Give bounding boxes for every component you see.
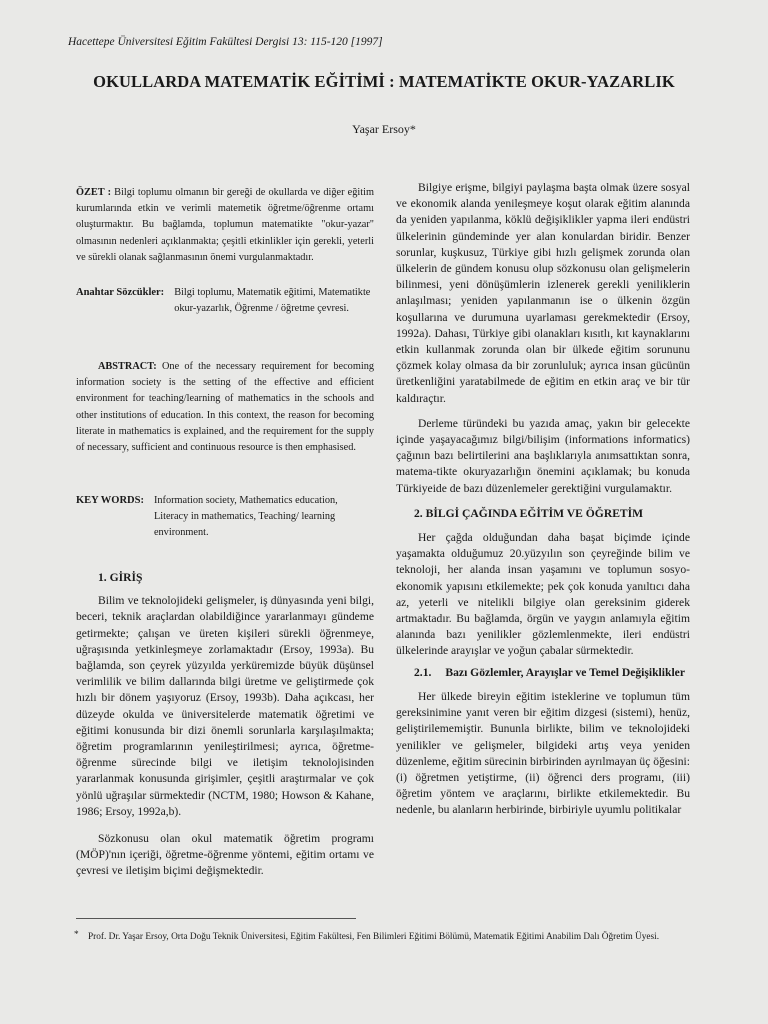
footnote-marker: * (74, 930, 79, 940)
ozet-block (76, 185, 374, 266)
section1-heading: 1. GİRİŞ (98, 571, 143, 584)
footnote-text: Prof. Dr. Yaşar Ersoy, Orta Doğu Teknik Üniversitesi, Eğitim Fakültesi, Fen Bilimleri Eğitimi Bölümü, Matematik Eğitimi Anabilim Dalı Öğretim Üyesi. (88, 932, 660, 942)
subsection-paragraph: Her ülkede bireyin eğitim isteklerine ve toplumun tüm gereksinimine yanıt veren bir eğitim dizgesi (sistemi), henüz, geliştirilememiştir. Bununla birlikte, bilim ve teknolojideki yenilikler ve gelişmeler, bilgideki artış veya yeniden düzenleme, eğitim sürecinin birbirinden ayrılmayan üç öğesini: (i) öğretmen yetiştirme, (ii) öğrenci ders programı, (iii) öğretim yöntem ve araçlarını, birlikte etkilemektedir. Bu nedenle, bu alanların herbirinde, birbiriyle uyumlu politikalar (396, 689, 690, 817)
abstract-block (76, 359, 374, 456)
ozet-text: Bilgi toplumu olmanın bir gereği de okullarda ve diğer eğitim kurumlarında etkin ve verimli matemetik öğretme/öğrenme ortamı oluşturmaktır. Bu bağlamda, toplumun matematikte "okur-yazar" olmasının nedenleri açıklanmakta; çeşitli etkinlikler için gerekli, yeterli ve sürekli olanak sağlanmasının önemi vurgulanmaktadır. (76, 187, 374, 263)
abstract-label: ABSTRACT: (98, 361, 157, 372)
ozet-label: ÖZET : (76, 187, 111, 198)
article-title: OKULLARDA MATEMATİK EĞİTİMİ : MATEMATİKTE OKUR-YAZARLIK (93, 72, 675, 91)
footnote (74, 930, 698, 944)
keywords-block (76, 493, 374, 542)
subsection-number: 2.1. (414, 665, 432, 679)
journal-header: Hacettepe Üniversitesi Eğitim Fakültesi Dergisi 13: 115-120 [1997] (68, 36, 383, 48)
right-paragraph-2: Derleme türündeki bu yazıda amaç, yakın bir gelecekte içinde yaşayacağımız bilgi/bilişim (informations informatics) çağının bazı belirtilerini ana başlıklarıyla anımsattıktan sonra, matema-tikte okuryazarlığın önemini açıklamak; bu konuda Türkiyeide de bazı düzenlemeler gerektiğini vurgulamaktır. (396, 416, 690, 495)
section2-heading: 2. BİLGİ ÇAĞINDA EĞİTİM VE ÖĞRETİM (414, 506, 644, 520)
right-paragraph-1: Bilgiye erişme, bilgiyi paylaşma başta olmak üzere sosyal ve ekonomik alanda yenileşmeye koşut olarak eğitim alanında da yeniden yapılanma, köklü değişiklikler yapma ileri endüstri ülkelerinin gündeminde yer alan konulardan biridir. Benzer sorunlar, kuşkusuz, Türkiye gibi hızlı gelişmek zorunda olan ülkelerin de gündem konusu olup sözkonusu olan gelişmelerin bilinmesi, yeni dönüşümlerin izlenerek gerekli yeniliklerin anlaşılması; yeniden yapılanmanın ise o ülkenin özgün koşullarına ve durumuna uyarlaması gerekmektedir (Ersoy, 1992a). Dahası, Türkiye gibi olanakları kısıtlı, kıt kaynaklarını etkin kullanmak zorunda olan bir ülkede eğitim sorununu çözmek kolay olmasa da bir zorunluluk; ayrıca insan gücünün üretkenliğini yaratabilmede de eğitim en etkin araç ve bir tür kaldıraçtır. (396, 181, 690, 405)
footnote-rule (76, 918, 356, 919)
anahtar-block (76, 285, 374, 317)
section1-paragraph-1: Bilim ve teknolojideki gelişmeler, iş dünyasında yeni bilgi, beceri, teknik araçlardan olabildiğince yararlanmayı gündeme getirmekte; çalışan ve üreten kişileri sürekli öğrenmeye, uğraşısında yetkinleşmeye zorlamaktadır (Ersoy, 1993a). Bu bağlamda, son çeyrek yüzyılda yerküremizde büyük düşünsel verimlilik ve bilim dallarında bilgi üretme ve geliştirmede çok hızlı bir dönem yaşıyoruz (Ersoy, 1993b). Daha açıkcası, her düzeyde okulda ve üniversitelerde matematik öğretimi ve eğitimi konusunda bir dizi önemli sorunlarla karşılaşılmakta; öğretim programlarının yenileştirilmesi; ayrıca, öğretme-öğrenme sürecinde bilgi ve iletişim teknolojisinden yararlanmak konusunda girişimler, çeşitli araştırmalar ve çok yönlü uğraşılar sürmektedir (NCTM, 1980; Howson & Kahane, 1986; Ersoy, 1992a,b). (76, 594, 374, 818)
section1 (76, 570, 374, 880)
author-name: Yaşar Ersoy* (352, 122, 416, 136)
abstract-text: One of the necessary requirement for becoming information society is the setting of the effective and efficient environment for teaching/learning of mathematics in the schools and other institutions of education. In this context, the reason for becoming literate in mathematics is explained, and the requirement for the supply of necessary, sufficient and continuous resource is then emphasised. (76, 361, 375, 454)
section1-paragraph-2: Sözkonusu olan okul matematik öğretim programı (MÖP)'nın içeriği, öğretme-öğrenme yöntemi, eğitim ortamı ve çevresi ve iletişim biçimi değişmektedir. (76, 832, 374, 878)
right-column (396, 180, 690, 819)
keywords-label: KEY WORDS: (76, 495, 144, 506)
subsection-heading (396, 665, 690, 681)
anahtar-text: Bilgi toplumu, Matematik eğitimi, Matematikte okur-yazarlık, Öğrenme / öğretme çevresi. (174, 287, 371, 315)
anahtar-label: Anahtar Sözcükler: (76, 287, 165, 298)
subsection-title: Bazı Gözlemler, Arayışlar ve Temel Değişiklikler (445, 665, 685, 679)
section2-paragraph: Her çağda olduğundan daha başat biçimde içinde yaşamakta olduğumuz 20.yüzyılın son çeyreğinde bilim ve teknoloji, her alanda insan yaşamını ve toplumun sosyo-ekonomik yapısını etkilemekte; pek çok konuda yanıltıcı daha az, yeterli ve nitelikli bilgiye olan gereksinim giderek artmaktadır. Bu bağlamda, örgün ve yaygın anlamıyla eğitim alanında bazı yenilikler gözlemlenmekte, ileri endüstri ülkelerinde arayışlar ve yoğun çabalar sürmektedir. (396, 531, 690, 658)
keywords-text: Information society, Mathematics education, Literacy in mathematics, Teaching/ learning environment. (153, 495, 338, 539)
